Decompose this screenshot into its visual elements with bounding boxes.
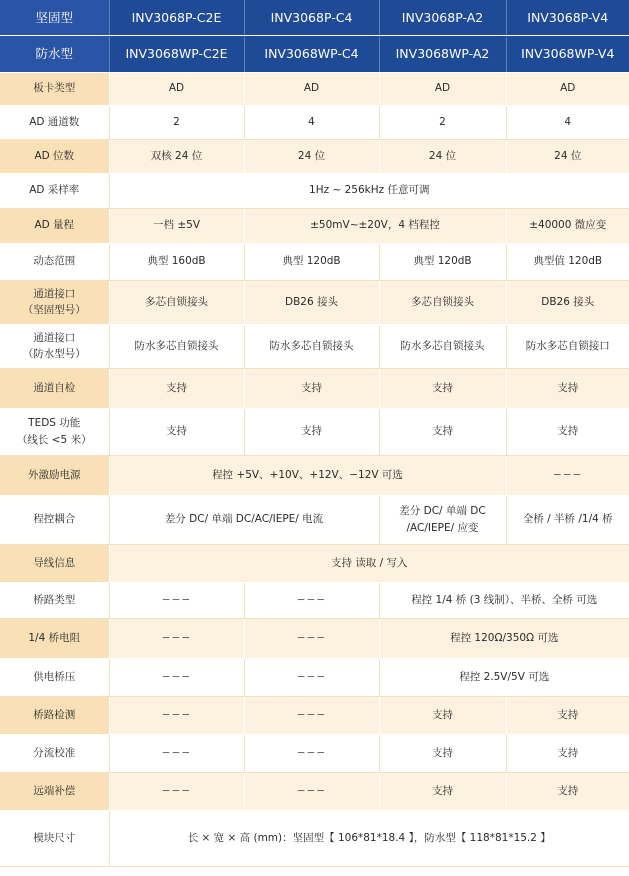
table-cell: DB26 接头 bbox=[244, 280, 379, 324]
table-row bbox=[0, 280, 629, 324]
header-row-rugged bbox=[0, 0, 629, 35]
table-row bbox=[0, 810, 629, 866]
table-cell: 支持 bbox=[379, 772, 506, 810]
row-label: 动态范围 bbox=[0, 243, 109, 280]
table-cell: 程控 1/4 桥 (3 线制）、半桥、全桥 可选 bbox=[379, 582, 629, 618]
row-label: 程控耦合 bbox=[0, 495, 109, 544]
table-cell: 典型 160dB bbox=[109, 243, 244, 280]
table-cell: 支持 bbox=[506, 408, 629, 455]
row-label: 供电桥压 bbox=[0, 658, 109, 696]
table-row bbox=[0, 544, 629, 582]
table-cell: −−− bbox=[109, 618, 244, 658]
model-name: INV3068WP-A2 bbox=[379, 35, 506, 72]
row-label: 板卡类型 bbox=[0, 72, 109, 105]
row-label: AD 量程 bbox=[0, 208, 109, 243]
table-row bbox=[0, 408, 629, 455]
table-cell: 2 bbox=[109, 105, 244, 139]
table-cell: 防水多芯自锁接头 bbox=[379, 324, 506, 368]
table-cell: 支持 bbox=[244, 368, 379, 408]
table-cell: 防水多芯自锁接口 bbox=[506, 324, 629, 368]
row-label-line: TEDS 功能 bbox=[28, 417, 81, 430]
table-cell: −−− bbox=[109, 734, 244, 772]
table-row bbox=[0, 495, 629, 544]
table-cell: −−− bbox=[506, 455, 629, 495]
table-cell: 支持 bbox=[109, 408, 244, 455]
row-label bbox=[0, 280, 109, 324]
model-name: INV3068P-C4 bbox=[244, 0, 379, 35]
cell-line: /AC/IEPE/ 应变 bbox=[406, 521, 479, 534]
table-cell: ±50mV~±20V，4 档程控 bbox=[244, 208, 506, 243]
table-cell: 程控 +5V、+10V、+12V、−12V 可选 bbox=[109, 455, 506, 495]
row-label: AD 采样率 bbox=[0, 173, 109, 208]
table-cell: −−− bbox=[109, 582, 244, 618]
table-cell: 差分 DC/ 单端 DC/AC/IEPE/ 电流 bbox=[109, 495, 379, 544]
table-cell: 防水多芯自锁接头 bbox=[244, 324, 379, 368]
table-cell: −−− bbox=[109, 696, 244, 734]
table-row bbox=[0, 368, 629, 408]
table-cell bbox=[379, 495, 506, 544]
table-cell: AD bbox=[379, 72, 506, 105]
table-row bbox=[0, 734, 629, 772]
model-name: INV3068P-C2E bbox=[109, 0, 244, 35]
model-name: INV3068WP-V4 bbox=[506, 35, 629, 72]
table-cell: −−− bbox=[244, 618, 379, 658]
table-cell: 一档 ±5V bbox=[109, 208, 244, 243]
row-label: 防水型 bbox=[0, 35, 109, 72]
row-label: 导线信息 bbox=[0, 544, 109, 582]
table-cell: AD bbox=[506, 72, 629, 105]
table-cell: ±40000 微应变 bbox=[506, 208, 629, 243]
table-row bbox=[0, 173, 629, 208]
table-row bbox=[0, 618, 629, 658]
table-row bbox=[0, 582, 629, 618]
table-cell: 程控 120Ω/350Ω 可选 bbox=[379, 618, 629, 658]
table-cell: 全桥 / 半桥 /1/4 桥 bbox=[506, 495, 629, 544]
row-label: 通道自检 bbox=[0, 368, 109, 408]
cell-line: 差分 DC/ 单端 DC bbox=[399, 505, 486, 518]
row-label-line: 通道接口 bbox=[33, 331, 76, 344]
table-cell: AD bbox=[244, 72, 379, 105]
table-row bbox=[0, 208, 629, 243]
table-cell: −−− bbox=[244, 734, 379, 772]
table-cell: 支持 bbox=[109, 368, 244, 408]
row-label: 桥路检测 bbox=[0, 696, 109, 734]
table-cell: 24 位 bbox=[506, 139, 629, 173]
table-cell: 24 位 bbox=[379, 139, 506, 173]
table-cell: 支持 bbox=[379, 734, 506, 772]
row-label bbox=[0, 408, 109, 455]
table-cell: 支持 bbox=[379, 408, 506, 455]
table-cell: −−− bbox=[109, 772, 244, 810]
table-row bbox=[0, 324, 629, 368]
table-cell: 双核 24 位 bbox=[109, 139, 244, 173]
table-cell: 支持 bbox=[379, 696, 506, 734]
table-cell: 2 bbox=[379, 105, 506, 139]
table-cell: 24 位 bbox=[244, 139, 379, 173]
row-label-line: （线长 <5 米） bbox=[16, 433, 92, 446]
table-cell: −−− bbox=[244, 772, 379, 810]
model-name: INV3068P-A2 bbox=[379, 0, 506, 35]
table-cell: DB26 接头 bbox=[506, 280, 629, 324]
row-label: 1/4 桥电阻 bbox=[0, 618, 109, 658]
row-label-line: （坚固型号） bbox=[22, 304, 86, 316]
table-cell: 支持 bbox=[506, 368, 629, 408]
row-label-line: 通道接口 bbox=[33, 287, 76, 300]
table-cell: 多芯自锁接头 bbox=[379, 280, 506, 324]
model-name: INV3068P-V4 bbox=[506, 0, 629, 35]
row-label: AD 位数 bbox=[0, 139, 109, 173]
row-label: 外激励电源 bbox=[0, 455, 109, 495]
table-row bbox=[0, 658, 629, 696]
table-cell: 支持 bbox=[506, 696, 629, 734]
table-cell: 典型 120dB bbox=[379, 243, 506, 280]
row-label-line: （防水型号） bbox=[22, 348, 86, 360]
model-name: INV3068WP-C2E bbox=[109, 35, 244, 72]
table-cell: 4 bbox=[506, 105, 629, 139]
table-row bbox=[0, 72, 629, 105]
table-cell: 支持 读取 / 写入 bbox=[109, 544, 629, 582]
table-cell: 1Hz ~ 256kHz 任意可调 bbox=[109, 173, 629, 208]
table-row bbox=[0, 243, 629, 280]
model-name: INV3068WP-C4 bbox=[244, 35, 379, 72]
header-row-waterproof bbox=[0, 35, 629, 72]
row-label: 模块尺寸 bbox=[0, 810, 109, 866]
row-label: 桥路类型 bbox=[0, 582, 109, 618]
table-cell: −−− bbox=[109, 658, 244, 696]
table-cell: −−− bbox=[244, 658, 379, 696]
table-cell: 多芯自锁接头 bbox=[109, 280, 244, 324]
row-label: 分流校准 bbox=[0, 734, 109, 772]
table-cell: 程控 2.5V/5V 可选 bbox=[379, 658, 629, 696]
table-cell: 支持 bbox=[506, 734, 629, 772]
row-label: 坚固型 bbox=[0, 0, 109, 35]
table-row bbox=[0, 139, 629, 173]
table-cell: 长 × 宽 × 高 (mm)：坚固型【 106*81*18.4 】，防水型【 118*81*15.2 】 bbox=[109, 810, 629, 866]
table-cell: 典型 120dB bbox=[244, 243, 379, 280]
table-row bbox=[0, 772, 629, 810]
table-row bbox=[0, 696, 629, 734]
table-cell: 防水多芯自锁接头 bbox=[109, 324, 244, 368]
table-row bbox=[0, 105, 629, 139]
table-cell: 支持 bbox=[506, 772, 629, 810]
table-cell: −−− bbox=[244, 582, 379, 618]
row-label: AD 通道数 bbox=[0, 105, 109, 139]
table-cell: −−− bbox=[244, 696, 379, 734]
table-cell: 支持 bbox=[379, 368, 506, 408]
table-cell: 典型值 120dB bbox=[506, 243, 629, 280]
row-label: 远端补偿 bbox=[0, 772, 109, 810]
row-label bbox=[0, 324, 109, 368]
table-cell: 4 bbox=[244, 105, 379, 139]
table-cell: 支持 bbox=[244, 408, 379, 455]
table-cell: AD bbox=[109, 72, 244, 105]
table-row bbox=[0, 455, 629, 495]
